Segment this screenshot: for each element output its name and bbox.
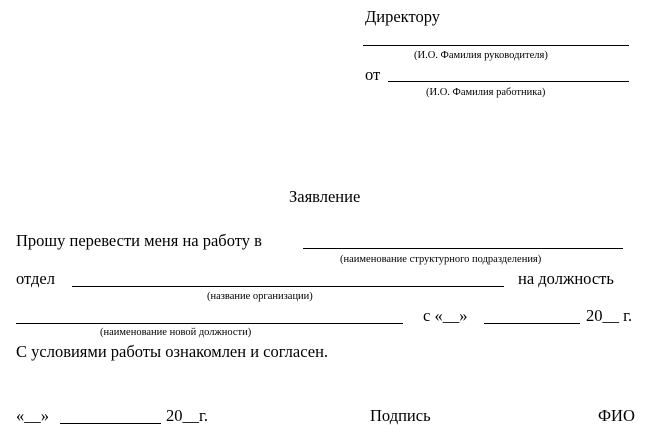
department-caption: (наименование структурного подразделения) bbox=[340, 254, 542, 265]
department-line[interactable] bbox=[303, 248, 623, 249]
footer-date-month-line[interactable] bbox=[60, 423, 161, 424]
manager-name-caption: (И.О. Фамилия руководителя) bbox=[414, 50, 548, 61]
employee-name-line[interactable] bbox=[388, 81, 629, 82]
division-label: отдел bbox=[16, 269, 55, 288]
start-date-month-line[interactable] bbox=[484, 323, 580, 324]
start-date-prefix: с «__» bbox=[423, 306, 468, 325]
document-title: Заявление bbox=[289, 187, 361, 206]
new-position-caption: (наименование новой должности) bbox=[100, 327, 252, 338]
start-date-year: 20__ г. bbox=[586, 306, 633, 325]
conditions-statement: С условиями работы ознакомлен и согласен. bbox=[16, 342, 329, 361]
employee-name-caption: (И.О. Фамилия работника) bbox=[426, 87, 546, 98]
new-position-line[interactable] bbox=[16, 323, 403, 324]
addressee-label: Директору bbox=[365, 7, 440, 26]
position-label: на должность bbox=[518, 269, 614, 288]
from-label: от bbox=[365, 65, 381, 84]
transfer-request-text: Прошу перевести меня на работу в bbox=[16, 231, 262, 250]
footer-date-year: 20__г. bbox=[166, 406, 209, 425]
full-name-label: ФИО bbox=[598, 406, 635, 425]
signature-label: Подпись bbox=[370, 406, 431, 425]
organization-caption: (название организации) bbox=[207, 291, 313, 302]
manager-name-line[interactable] bbox=[363, 45, 629, 46]
footer-date-prefix: «__» bbox=[16, 406, 49, 425]
organization-line[interactable] bbox=[72, 286, 504, 287]
